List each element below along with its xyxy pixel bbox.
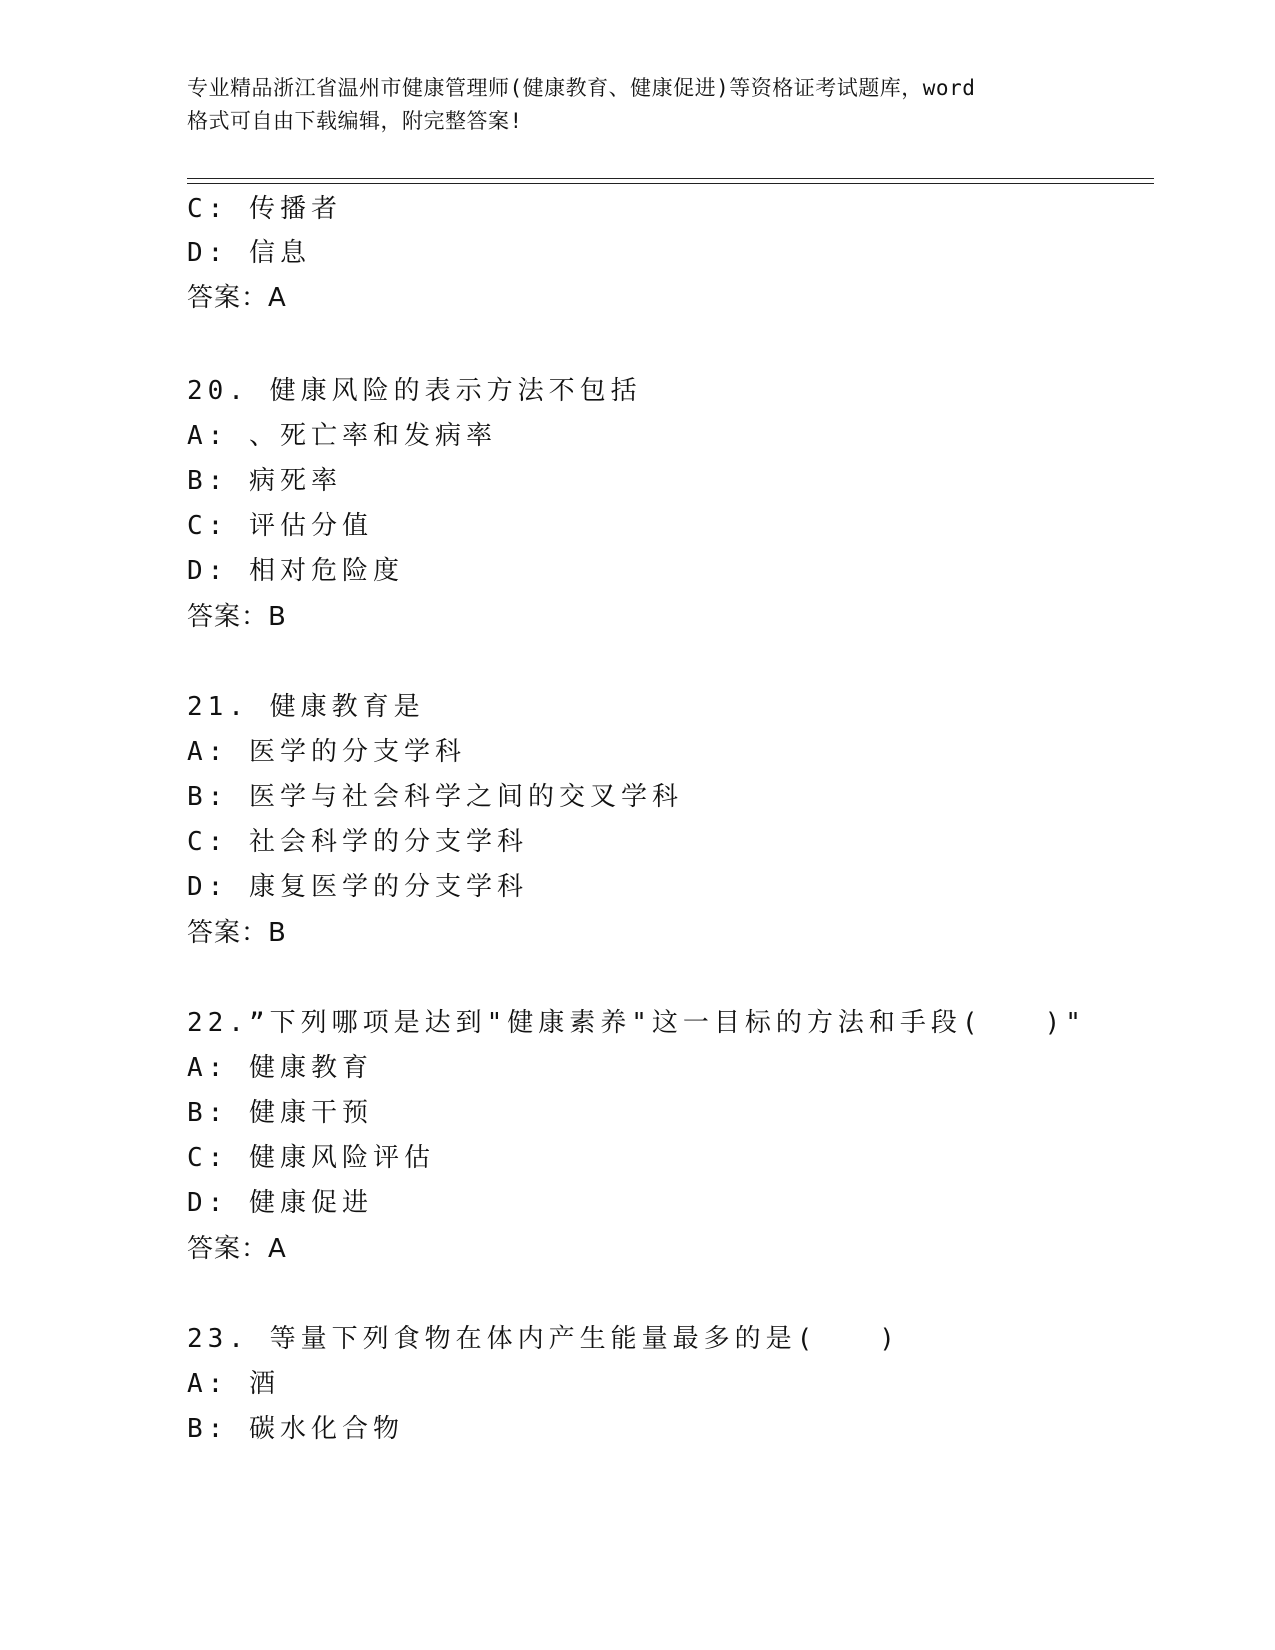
answer-q19: 答案：A (187, 283, 287, 313)
header-divider-top (187, 178, 1154, 179)
question-20: 20. 健康风险的表示方法不包括 (187, 376, 642, 406)
option-d-q19: D: 信息 (187, 238, 311, 268)
option-d-q20: D: 相对危险度 (187, 556, 404, 586)
answer-q20: 答案：B (187, 602, 287, 632)
header-line-1: 专业精品浙江省温州市健康管理师(健康教育、健康促进)等资格证考试题库，word (187, 76, 976, 100)
question-22: 22.”下列哪项是达到"健康素养"这一目标的方法和手段( )" (187, 1008, 1086, 1038)
option-d-q22: D: 健康促进 (187, 1188, 373, 1218)
option-a-q20: A: 、死亡率和发病率 (187, 421, 497, 451)
option-b-q23: B: 碳水化合物 (187, 1414, 404, 1444)
option-c-q21: C: 社会科学的分支学科 (187, 827, 528, 857)
option-a-q21: A: 医学的分支学科 (187, 737, 466, 767)
option-c-q19: C: 传播者 (187, 194, 342, 224)
header-line-2: 格式可自由下载编辑，附完整答案! (187, 109, 523, 133)
option-a-q22: A: 健康教育 (187, 1053, 373, 1083)
option-b-q22: B: 健康干预 (187, 1098, 373, 1128)
question-23: 23. 等量下列食物在体内产生能量最多的是( ) (187, 1324, 900, 1354)
answer-q22: 答案：A (187, 1234, 287, 1264)
answer-q21: 答案：B (187, 918, 287, 948)
option-b-q21: B: 医学与社会科学之间的交叉学科 (187, 782, 683, 812)
option-a-q23: A: 酒 (187, 1369, 280, 1399)
option-b-q20: B: 病死率 (187, 466, 342, 496)
option-d-q21: D: 康复医学的分支学科 (187, 872, 528, 902)
option-c-q20: C: 评估分值 (187, 511, 373, 541)
header-divider-bottom (187, 183, 1154, 184)
question-21: 21. 健康教育是 (187, 692, 425, 722)
option-c-q22: C: 健康风险评估 (187, 1143, 435, 1173)
document-header (187, 72, 1087, 138)
